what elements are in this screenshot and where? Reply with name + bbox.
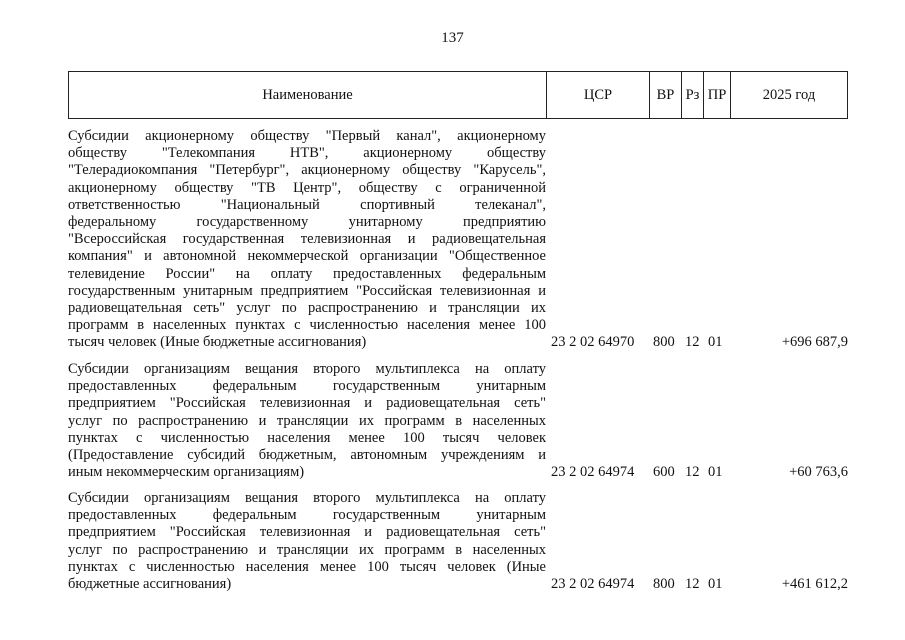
row-name-line: федеральному государственному унитарному предприятию bbox=[68, 213, 546, 230]
row-name-line: предоставленных федеральным государственным унитарным bbox=[68, 378, 546, 395]
row-rz: 12 bbox=[685, 576, 700, 592]
header-vr: ВР bbox=[650, 72, 682, 118]
header-pr: ПР bbox=[704, 72, 731, 118]
row-name-line: Субсидии организациям вещания второго мультиплекса на оплату bbox=[68, 490, 546, 506]
row-name-line: предприятием "Российская телевизионная и радиовещательная сеть" bbox=[68, 395, 546, 412]
row-name-line: пунктах с численностью населения менее 100 тысяч человек (Иные bbox=[68, 558, 546, 575]
table-row bbox=[68, 128, 848, 352]
row-name bbox=[68, 361, 546, 481]
row-name-line: "Телерадиокомпания "Петербург", акционерному обществу "Карусель", bbox=[68, 162, 546, 179]
row-name-line: иным некоммерческим организациям) bbox=[68, 464, 305, 481]
row-name-line: (Предоставление субсидий бюджетным, автономным учреждениям и bbox=[68, 446, 546, 463]
row-name-line: тысяч человек (Иные бюджетные ассигнования) bbox=[68, 334, 367, 351]
row-name-line: радиовещательная сеть" услуг по распространению и трансляции их bbox=[68, 299, 546, 316]
row-name-line: акционерному обществу "ТВ Центр", обществу с ограниченной bbox=[68, 179, 546, 196]
row-name-line: пунктах с численностью населения менее 100 тысяч человек bbox=[68, 429, 546, 446]
row-csr: 23 2 02 64974 bbox=[551, 576, 635, 592]
row-amount: +696 687,9 bbox=[781, 334, 848, 351]
row-name-line: Субсидии организациям вещания второго мультиплекса на оплату bbox=[68, 361, 546, 377]
row-rz: 12 bbox=[685, 464, 700, 481]
row-name bbox=[68, 490, 546, 593]
row-rz: 12 bbox=[685, 334, 700, 351]
row-name-line: обществу "Телекомпания НТВ", акционерному обществу bbox=[68, 145, 546, 162]
row-name-line: государственным унитарным предприятием "Российская телевизионная и bbox=[68, 282, 546, 299]
row-csr: 23 2 02 64970 bbox=[551, 334, 635, 351]
row-name-line: Субсидии акционерному обществу "Первый канал", акционерному bbox=[68, 128, 546, 144]
row-vr: 800 bbox=[653, 334, 675, 351]
row-name-line: услуг по распространению и трансляции их программ в населенных bbox=[68, 412, 546, 429]
row-pr: 01 bbox=[708, 334, 723, 351]
row-name bbox=[68, 128, 546, 351]
row-name-line: компания" и автономной некоммерческой организации "Общественное bbox=[68, 248, 546, 265]
row-name-line: программ в населенных пунктах с численностью населения менее 100 bbox=[68, 317, 546, 334]
table-row bbox=[68, 361, 848, 481]
header-name: Наименование bbox=[69, 72, 547, 118]
header-year: 2025 год bbox=[762, 86, 816, 103]
row-vr: 600 bbox=[653, 464, 675, 481]
row-name-line: "Всероссийская государственная телевизионная и радиовещательная bbox=[68, 231, 546, 248]
table-row bbox=[68, 490, 848, 593]
row-name-line: предоставленных федеральным государственным унитарным bbox=[68, 507, 546, 524]
row-csr: 23 2 02 64974 bbox=[551, 464, 635, 481]
row-name-line: телевидение России" на оплату предоставленных федеральным bbox=[68, 265, 546, 282]
header-csr: ЦСР bbox=[547, 72, 650, 118]
row-name-line: бюджетные ассигнования) bbox=[68, 575, 232, 592]
row-pr: 01 bbox=[708, 576, 723, 592]
row-name-line: услуг по распространению и трансляции их программ в населенных bbox=[68, 541, 546, 558]
row-pr: 01 bbox=[708, 464, 723, 481]
table-header bbox=[68, 71, 848, 119]
row-name-line: предприятием "Российская телевизионная и радиовещательная сеть" bbox=[68, 524, 546, 541]
header-rz: Рз bbox=[682, 72, 704, 118]
row-vr: 800 bbox=[653, 576, 675, 592]
page-number: 137 bbox=[441, 30, 464, 46]
row-name-line: ответственностью "Национальный спортивный телеканал", bbox=[68, 196, 546, 213]
row-amount: +461 612,2 bbox=[781, 576, 848, 592]
row-amount: +60 763,6 bbox=[789, 464, 848, 481]
